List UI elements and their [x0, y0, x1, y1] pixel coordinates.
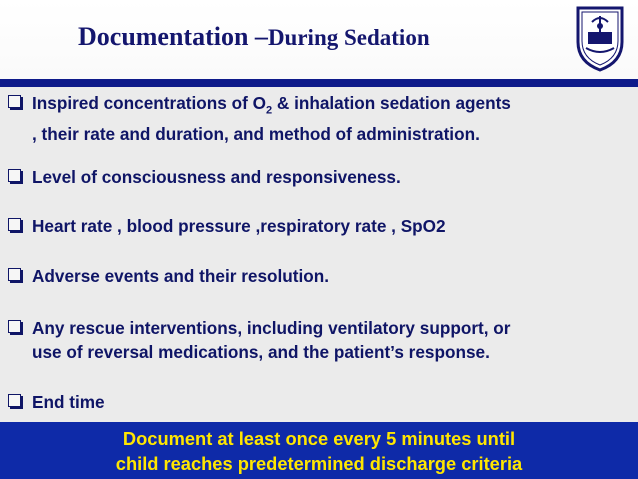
slide-title	[78, 22, 430, 52]
checkbox-bullet-icon	[8, 394, 21, 407]
bullet-item	[8, 214, 632, 238]
checkbox-bullet-icon	[8, 218, 21, 231]
bullet-item	[8, 91, 632, 146]
slide-header	[0, 0, 638, 79]
checkbox-bullet-icon	[8, 169, 21, 182]
bullet-item	[8, 264, 632, 288]
bullet-text-line2: use of reversal medications, and the patient’s response.	[32, 342, 490, 362]
bullet-text: Inspired concentrations of O	[32, 93, 266, 113]
bullet-text: & inhalation sedation agents	[272, 93, 511, 113]
footer-line-2: child reaches predetermined discharge criteria	[115, 453, 523, 474]
title-main: Documentation –	[78, 22, 268, 51]
bullet-item	[8, 165, 632, 189]
checkbox-bullet-icon	[8, 95, 21, 108]
title-sub: During Sedation	[267, 25, 430, 50]
bullet-text: End time	[32, 392, 105, 412]
bullet-text: Any rescue interventions, including ventilatory support, or	[32, 318, 511, 338]
slide-body	[0, 87, 638, 422]
checkbox-bullet-icon	[8, 268, 21, 281]
bullet-item	[8, 390, 632, 414]
checkbox-bullet-icon	[8, 320, 21, 333]
footer-banner	[0, 422, 638, 479]
footer-line-1: Document at least once every 5 minutes until	[122, 428, 516, 449]
bullet-text: Adverse events and their resolution.	[32, 266, 330, 286]
university-crest-logo	[570, 2, 630, 74]
bullet-text: Heart rate , blood pressure ,respiratory rate , SpO2	[32, 216, 446, 236]
bullet-text-line2: , their rate and duration, and method of administration.	[32, 124, 480, 145]
bullet-item	[8, 316, 632, 364]
header-divider-bar	[0, 79, 638, 87]
subscript: 2	[265, 104, 273, 117]
bullet-text: Level of consciousness and responsiveness.	[32, 167, 401, 187]
